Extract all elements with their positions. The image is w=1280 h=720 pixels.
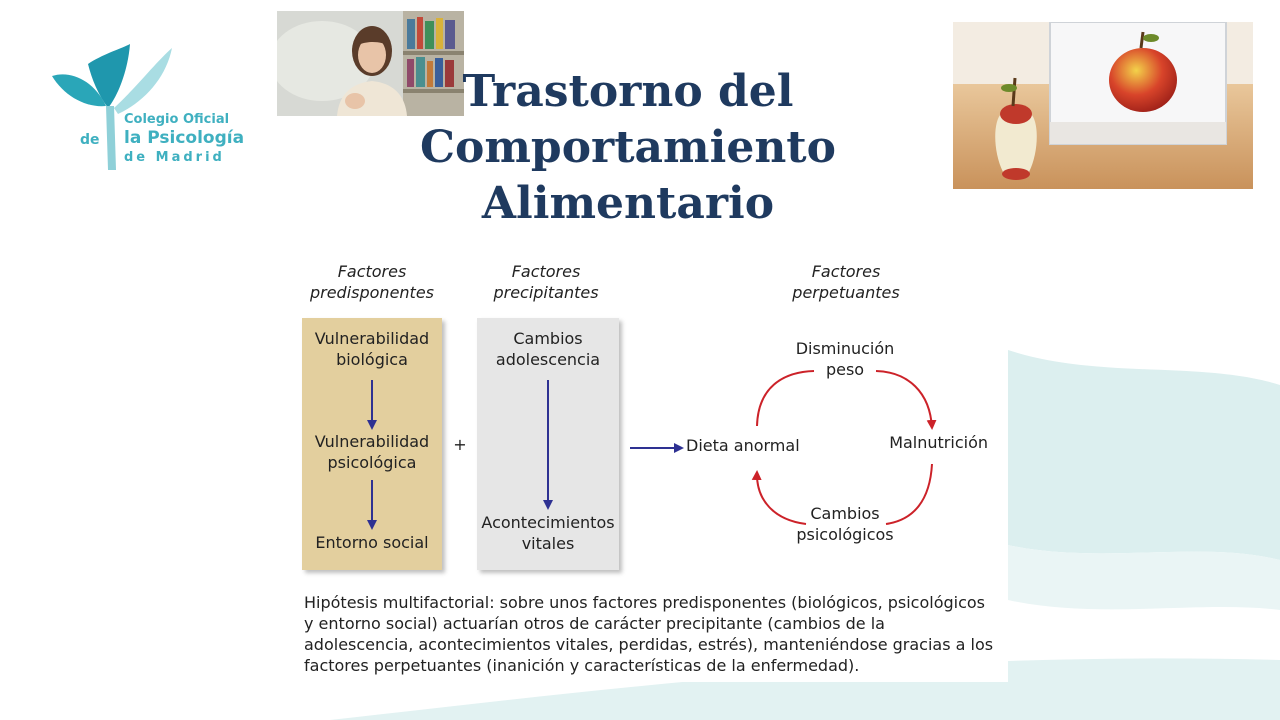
title-line-1: Trastorno del xyxy=(462,66,794,117)
cycle-dieta-anormal: Dieta anormal xyxy=(686,436,800,455)
cycle-malnutricion: Malnutrición xyxy=(889,433,988,452)
title-line-3: Alimentario xyxy=(481,178,775,229)
plus-sign: + xyxy=(453,435,467,454)
arrow-malnutricion-to-cambios xyxy=(886,464,932,524)
item-entorno-social-line-1: Entorno social xyxy=(315,533,429,552)
item-vulnerabilidad-psicologica-line-1: Vulnerabilidad xyxy=(314,432,430,451)
header-perpetuantes-line-1: Factores xyxy=(811,262,881,281)
item-vulnerabilidad-biologica-line-2: biológica xyxy=(336,350,408,369)
cycle-cambios-psicologicos-line-2: psicológicos xyxy=(796,525,894,544)
arrow-dieta-to-disminucion xyxy=(757,371,814,426)
logo-stem xyxy=(106,106,116,170)
logo-line-1: Colegio Oficial xyxy=(124,112,230,127)
cycle-cambios-psicologicos-line-1: Cambios xyxy=(810,504,880,523)
apple-mirror-photo xyxy=(953,22,1253,189)
arrow-disminucion-to-malnutricion xyxy=(876,371,932,428)
header-predisponentes-line-1: Factores xyxy=(337,262,407,281)
slide-title xyxy=(380,64,876,232)
diagram-arrows xyxy=(272,258,1008,588)
logo-line-3: de Madrid xyxy=(124,150,225,165)
header-precipitantes-line-1: Factores xyxy=(511,262,581,281)
cycle-disminucion-peso-line-2: peso xyxy=(825,360,865,379)
item-cambios-adolescencia-line-1: Cambios xyxy=(513,329,583,348)
item-vulnerabilidad-biologica-line-1: Vulnerabilidad xyxy=(314,329,430,348)
item-acontecimientos-vitales-line-1: Acontecimientos xyxy=(481,513,615,532)
cycle-disminucion-peso-line-1: Disminución xyxy=(795,339,895,358)
item-acontecimientos-vitales-line-2: vitales xyxy=(521,534,575,553)
header-predisponentes-line-2: predisponentes xyxy=(309,283,435,302)
title-line-2: Comportamiento xyxy=(420,122,836,173)
multifactorial-diagram xyxy=(272,258,1008,682)
logo-line-2: la Psicología xyxy=(124,128,245,148)
diagram-caption: Hipótesis multifactorial: sobre unos factores predisponentes (biológicos, psicológicos y entorno social) actuarían otros de carácter precipitante (cambios de la adolescencia, acontecimientos vitales, perdidas, estrés), manteniéndose gracias a los factores perpetuantes (inanición y características de la enfermedad). xyxy=(304,593,994,675)
arrow-cambios-to-dieta xyxy=(757,472,806,524)
item-vulnerabilidad-psicologica-line-2: psicológica xyxy=(327,453,417,472)
item-cambios-adolescencia-line-2: adolescencia xyxy=(495,350,601,369)
header-precipitantes-line-2: precipitantes xyxy=(493,283,599,302)
logo-line-2-prefix: de xyxy=(80,132,100,148)
header-perpetuantes-line-2: perpetuantes xyxy=(792,283,900,302)
